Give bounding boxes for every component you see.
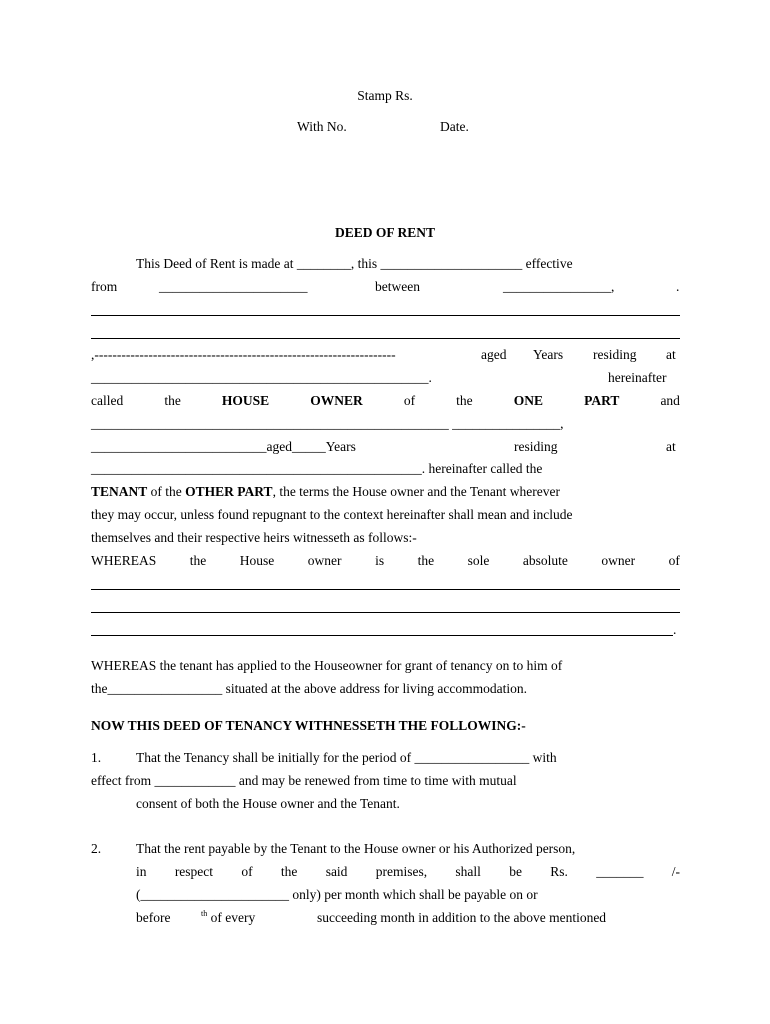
word: the <box>280 864 298 879</box>
whereas-line-1 <box>91 553 680 569</box>
word: OWNER <box>310 393 363 408</box>
word: the <box>189 553 207 568</box>
blank-rule <box>91 338 680 339</box>
blank-rule <box>91 635 673 636</box>
word: respect <box>174 864 214 879</box>
word: TENANT <box>91 484 148 499</box>
word: owner <box>307 553 342 568</box>
hereinafter-label: hereinafter <box>608 370 667 385</box>
intro-line-10: they may occur, unless found repugnant to the context hereinafter shall mean and include <box>91 507 573 522</box>
intro-line-1: This Deed of Rent is made at ________, this _____________________ effective <box>136 256 573 271</box>
tenant-address-blank: _________________________________________________. hereinafter called the <box>91 461 543 476</box>
clause-number: 2. <box>91 841 102 856</box>
clause2-line-2 <box>136 864 680 880</box>
residing-label: residing <box>593 347 637 362</box>
residing-label: residing <box>514 439 558 454</box>
clause2-line-4: succeeding month in addition to the above mentioned <box>317 910 607 925</box>
line-end-dot: . <box>676 279 680 294</box>
from-label: from <box>91 279 118 294</box>
word: HOUSE <box>221 393 270 408</box>
word: premises, <box>375 864 428 879</box>
clause-number: 1. <box>91 750 102 765</box>
word: the <box>456 393 473 408</box>
word: the <box>164 393 181 408</box>
word: Rs. <box>550 864 568 879</box>
at-label: at <box>666 439 676 454</box>
whereas2-line-2: the_________________ situated at the above address for living accommodation. <box>91 681 528 696</box>
between-blank: ________________, <box>503 279 615 294</box>
word: House <box>239 553 275 568</box>
ordinal-suffix: th <box>201 909 208 918</box>
address-blank: __________________________________________________. <box>91 370 432 385</box>
word: _______ <box>596 864 644 879</box>
dashed-blank: ,------------------------------------------------------------------- <box>91 347 396 362</box>
house-owner-line <box>91 393 680 409</box>
word: of the <box>147 484 186 499</box>
clause1-line-2: effect from ____________ and may be renewed from time to time with mutual <box>91 773 517 788</box>
before-label: before <box>136 910 171 925</box>
word: ONE <box>513 393 543 408</box>
blank-rule <box>91 315 680 316</box>
tenant-other-part-line <box>91 484 560 500</box>
blank-rule <box>91 589 680 590</box>
clause2-line-3: (______________________ only) per month which shall be payable on or <box>136 887 538 902</box>
between-label: between <box>375 279 420 294</box>
from-blank: ______________________ <box>159 279 308 294</box>
word: called <box>91 393 124 408</box>
word: in <box>136 864 147 879</box>
word: /- <box>671 864 680 879</box>
years-label: Years <box>533 347 564 362</box>
word: absolute <box>522 553 568 568</box>
word: of <box>241 864 253 879</box>
document-title: DEED OF RENT <box>334 225 435 240</box>
every-label <box>201 910 255 926</box>
word: OTHER PART <box>185 484 273 499</box>
word: of <box>403 393 416 408</box>
tenant-aged: __________________________aged_____Years <box>91 439 356 454</box>
at-label: at <box>666 347 676 362</box>
clause1-line-3: consent of both the House owner and the Tenant. <box>136 796 400 811</box>
word: shall <box>455 864 481 879</box>
whereas2-line-1: WHEREAS the tenant has applied to the Houseowner for grant of tenancy on to him of <box>91 658 563 673</box>
stamp-label: Stamp Rs. <box>357 88 413 103</box>
word: WHEREAS <box>91 553 157 568</box>
word: is <box>375 553 385 568</box>
word: PART <box>584 393 620 408</box>
tenant-name-blank: _____________________________________________________ ________________, <box>91 416 564 431</box>
line-end-dot: . <box>673 622 677 637</box>
with-no-label: With No. <box>297 119 347 134</box>
aged-label: aged <box>481 347 507 362</box>
word: be <box>509 864 522 879</box>
word: owner <box>601 553 636 568</box>
word: and <box>660 393 680 408</box>
word: of <box>668 553 680 568</box>
clause2-line-1: That the rent payable by the Tenant to the House owner or his Authorized person, <box>136 841 576 856</box>
clause1-line-1: That the Tenancy shall be initially for the period of _________________ with <box>136 750 557 765</box>
section-heading: NOW THIS DEED OF TENANCY WITHNESSETH THE FOLLOWING:- <box>91 718 526 733</box>
intro-line-11: themselves and their respective heirs witnesseth as follows:- <box>91 530 417 545</box>
word: of every <box>207 910 256 925</box>
word: sole <box>467 553 490 568</box>
date-label: Date. <box>440 119 469 134</box>
blank-rule <box>91 612 680 613</box>
word: , the terms the House owner and the Tenant wherever <box>272 484 561 499</box>
word: said <box>325 864 348 879</box>
word: the <box>417 553 435 568</box>
